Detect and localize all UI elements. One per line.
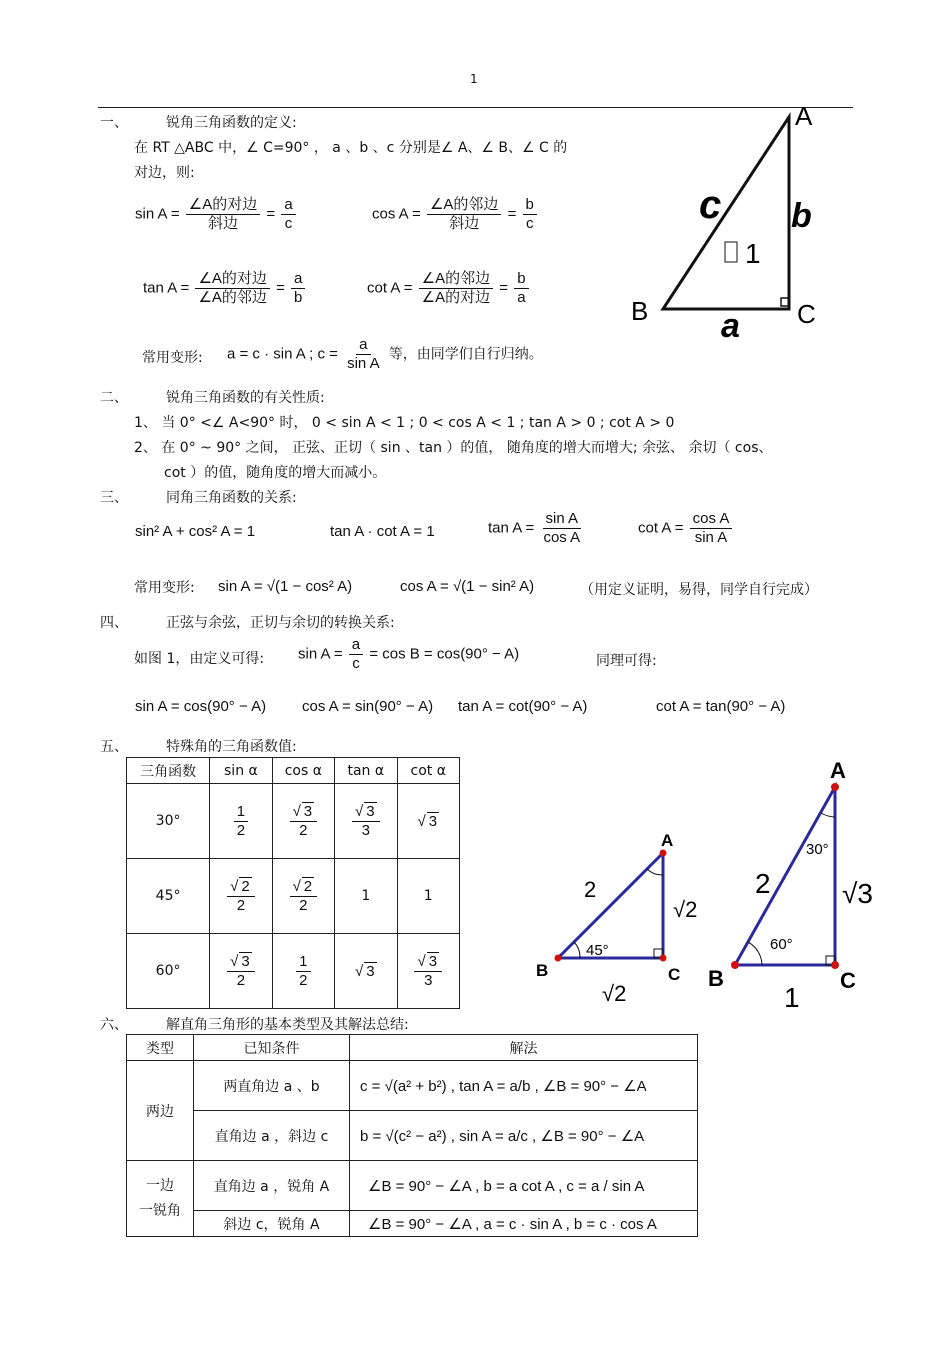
common-num: a <box>356 336 370 355</box>
special-angle-table <box>126 757 460 1009</box>
triangle-45-horizontal-leg: √2 <box>602 981 627 1006</box>
page-number: 1 <box>470 72 478 86</box>
solve-table <box>126 1034 698 1237</box>
tan-num: ∠A的对边 <box>195 270 269 289</box>
definition-line-1: 在 RT △ABC 中，∠ C=90° ， a 、b 、c 分别是∠ A、∠ B、∠ C 的 <box>134 140 568 156</box>
table-header: 三角函数 <box>127 758 210 784</box>
figure-1-side-b: b <box>791 197 812 235</box>
cot-den: ∠A的对边 <box>421 289 491 306</box>
cot-quotient-num: cos A <box>690 510 733 529</box>
condition-cell: 两直角边 a 、b <box>194 1061 350 1111</box>
tan-lhs: tan A = <box>143 279 190 297</box>
tan-quotient-num: sin A <box>543 510 582 529</box>
figure-1-box-icon <box>725 242 737 262</box>
common-den: sin A <box>347 355 380 372</box>
common-tail: 等，由同学们自行归纳。 <box>388 345 543 362</box>
section-5-number: 五、 <box>100 739 128 755</box>
value-cell: $\frac{1}{2}$ <box>210 784 272 859</box>
section-6-number: 六、 <box>100 1017 128 1033</box>
solution-cell: c = √(a² + b²) , tan A = a/b , ∠B = 90° − ∠A <box>350 1061 698 1111</box>
cot-num: ∠A的邻边 <box>419 270 493 289</box>
value-cell: √ $\frac{2}{2}$ <box>210 859 272 934</box>
cos-variant: cos A = √(1 − sin² A) <box>400 578 535 595</box>
table-row <box>127 1211 698 1237</box>
figure-1-vertex-a: A <box>795 101 813 131</box>
cos-rnum: b <box>523 196 537 215</box>
sin-variant: sin A = √(1 − cos² A) <box>218 578 353 595</box>
triangle-30-60-angle-a: 30° <box>806 841 829 858</box>
table-header: 已知条件 <box>194 1035 350 1061</box>
property-2-line-1: 2、 在 0° ~ 90° 之间， 正弦、正切（ sin 、tan ）的值， 随角度的增大而增大; 余弦、 余切（ cos、 <box>134 440 773 456</box>
section-2-number: 二、 <box>100 390 128 406</box>
cos-definition: cos A = $\frac{\text{∠A的邻边}}{\text{斜边}}$ = $\frac{b}{c}$ <box>372 196 539 233</box>
angle-cell: 45° <box>127 859 210 934</box>
triangle-45-arc-b <box>574 942 580 958</box>
conversion-den: c <box>352 655 360 672</box>
table-header: cos α <box>272 758 334 784</box>
sin-den: 斜边 <box>208 215 239 232</box>
angle-cell: 30° <box>127 784 210 859</box>
condition-cell: 直角边 a ，锐角 A <box>194 1161 350 1211</box>
triangle-45-vertical-leg: √2 <box>673 897 698 922</box>
section-3-number: 三、 <box>100 490 128 506</box>
triangle-45-point-c <box>660 955 667 962</box>
cot-lhs: cot A = <box>367 279 413 297</box>
value-cell: √ $\frac{2}{2}$ <box>272 859 334 934</box>
common-eq1: a = c · sin A ; c = <box>227 345 338 363</box>
conversion-rhs: = cos B = cos(90° − A) <box>369 645 520 663</box>
triangle-45-vertex-b: B <box>536 961 549 980</box>
solution-cell: ∠B = 90° − ∠A , a = c · sin A , b = c · cos A <box>350 1211 698 1237</box>
condition-cell: 斜边 c，锐角 A <box>194 1211 350 1237</box>
triangle-30-60-point-b <box>731 961 739 969</box>
type-cell: 两边 <box>127 1061 194 1161</box>
conversion-4: cot A = tan(90° − A) <box>656 698 786 715</box>
relation-common-label: 常用变形: <box>134 580 195 596</box>
table-header: 解法 <box>350 1035 698 1061</box>
triangle-30-60-vertical-leg: √3 <box>842 878 873 909</box>
sin-rden: c <box>284 215 293 232</box>
sin-rnum: a <box>281 196 295 215</box>
triangle-45-hypotenuse: 2 <box>584 877 597 902</box>
table-row <box>127 859 460 934</box>
cot-quotient-lhs: cot A = <box>638 519 684 537</box>
cos-den: 斜边 <box>449 215 480 232</box>
triangle-45-point-b <box>555 955 562 962</box>
type-cell: 一边 一锐角 <box>127 1161 194 1237</box>
angle-cell: 60° <box>127 934 210 1009</box>
conversion-1: sin A = cos(90° − A) <box>135 698 267 715</box>
conversion-equation <box>298 636 519 673</box>
conversion-3: tan A = cot(90° − A) <box>458 698 588 715</box>
property-2-line-2: cot ）的值，随角度的增大而减小。 <box>164 465 387 481</box>
triangle-30-60-figure <box>700 755 900 1020</box>
value-cell: 1 <box>397 859 459 934</box>
triangle-30-60-angle-b: 60° <box>770 936 793 953</box>
triangle-30-60-hypotenuse: 2 <box>755 868 771 899</box>
figure-1-triangle <box>625 95 825 345</box>
value-cell: √ $\frac{3}{3}$ <box>397 934 459 1009</box>
table-header: cot α <box>397 758 459 784</box>
section-4-title: 正弦与余弦，正切与余切的转换关系: <box>166 615 395 631</box>
cos-rden: c <box>525 215 534 232</box>
triangle-30-60-arc-a <box>821 813 835 817</box>
tan-quotient <box>488 510 585 547</box>
condition-cell: 直角边 a ，斜边 c <box>194 1111 350 1161</box>
table-header: sin α <box>210 758 272 784</box>
section-1-title: 锐角三角函数的定义: <box>166 115 297 131</box>
table-row <box>127 1111 698 1161</box>
proof-note: （用定义证明，易得，同学自行完成） <box>580 582 818 598</box>
section-4-number: 四、 <box>100 615 128 631</box>
property-1: 1、 当 0° <∠ A<90° 时， 0 < sin A < 1 ; 0 < cos A < 1 ; tan A > 0 ; cot A > 0 <box>134 415 675 431</box>
tan-cot-product: tan A · cot A = 1 <box>330 523 435 540</box>
value-cell: 1 <box>335 859 397 934</box>
triangle-45-vertex-a: A <box>661 831 674 850</box>
value-cell: √ 3 <box>335 934 397 1009</box>
conversion-2: cos A = sin(90° − A) <box>302 698 434 715</box>
section-5-title: 特殊角的三角函数值: <box>166 739 297 755</box>
sin-num: ∠A的对边 <box>186 196 260 215</box>
value-cell: √ $\frac{3}{2}$ <box>272 784 334 859</box>
triangle-30-60-vertex-c: C <box>840 968 856 993</box>
table-row <box>127 1061 698 1111</box>
cot-quotient-den: sin A <box>694 529 728 546</box>
tan-definition: tan A = $\frac{\text{∠A的对边}}{\text{∠A的邻边}}$ = $\frac{a}{b}$ <box>143 270 307 307</box>
table-header: 类型 <box>127 1035 194 1061</box>
cot-definition: cot A = $\frac{\text{∠A的邻边}}{\text{∠A的对边}}$ = $\frac{b}{a}$ <box>367 270 531 307</box>
value-cell: √ $\frac{3}{2}$ <box>210 934 272 1009</box>
triangle-45-vertex-c: C <box>668 965 681 984</box>
triangle-45-figure <box>530 825 720 1010</box>
cos-num: ∠A的邻边 <box>427 196 501 215</box>
common-variants-eq <box>227 336 543 373</box>
value-cell: $\frac{1}{2}$ <box>272 934 334 1009</box>
tan-quotient-lhs: tan A = <box>488 519 535 537</box>
table-row <box>127 1161 698 1211</box>
conversion-num: a <box>349 636 363 655</box>
value-cell: √ $\frac{3}{3}$ <box>335 784 397 859</box>
cot-rnum: b <box>514 270 528 289</box>
pythagorean-identity: sin² A + cos² A = 1 <box>135 523 256 540</box>
figure-1-side-a: a <box>721 307 740 345</box>
cot-quotient <box>638 510 734 547</box>
solution-cell: b = √(c² − a²) , sin A = a/c , ∠B = 90° − ∠A <box>350 1111 698 1161</box>
triangle-45-arc-a <box>647 869 663 875</box>
triangle-45-angle: 45° <box>586 942 609 959</box>
triangle-30-60-point-a <box>831 783 839 791</box>
figure-1-vertex-c: C <box>797 299 816 329</box>
tan-rden: b <box>294 289 303 306</box>
tan-rnum: a <box>291 270 305 289</box>
sin-lhs: sin A = <box>135 205 180 223</box>
tan-quotient-den: cos A <box>543 529 581 546</box>
solution-cell: ∠B = 90° − ∠A , b = a cot A , c = a / sin A <box>350 1161 698 1211</box>
figure-1-side-c: c <box>699 183 722 227</box>
common-variants-label: 常用变形: <box>142 350 203 366</box>
table-row <box>127 934 460 1009</box>
section-1-number: 一、 <box>100 115 128 131</box>
figure-1-shape <box>663 117 789 309</box>
triangle-30-60-arc-b <box>748 942 762 965</box>
figure-1-label: 1 <box>745 238 761 269</box>
triangle-45-point-a <box>660 850 667 857</box>
triangle-30-60-vertex-a: A <box>830 758 846 783</box>
conversion-lhs: sin A = <box>298 645 343 663</box>
section-3-title: 同角三角函数的关系: <box>166 490 297 506</box>
value-cell: √ 3 <box>397 784 459 859</box>
sin-definition: sin A = $\frac{\text{∠A的对边}}{\text{斜边}}$ = $\frac{a}{c}$ <box>135 196 298 233</box>
triangle-30-60-point-c <box>831 961 839 969</box>
table-row <box>127 784 460 859</box>
cos-lhs: cos A = <box>372 205 421 223</box>
section-6-title: 解直角三角形的基本类型及其解法总结: <box>166 1017 409 1033</box>
table-header: tan α <box>335 758 397 784</box>
same-reasoning: 同理可得: <box>596 653 657 669</box>
triangle-30-60-vertex-b: B <box>708 966 724 991</box>
definition-line-2: 对边，则: <box>134 165 195 181</box>
tan-den: ∠A的邻边 <box>198 289 267 306</box>
cot-rden: a <box>517 289 526 306</box>
section-2-title: 锐角三角函数的有关性质: <box>166 390 325 406</box>
figure-1-vertex-b: B <box>631 296 649 326</box>
conversion-lead: 如图 1，由定义可得: <box>134 651 265 667</box>
triangle-30-60-horizontal-leg: 1 <box>784 982 800 1013</box>
